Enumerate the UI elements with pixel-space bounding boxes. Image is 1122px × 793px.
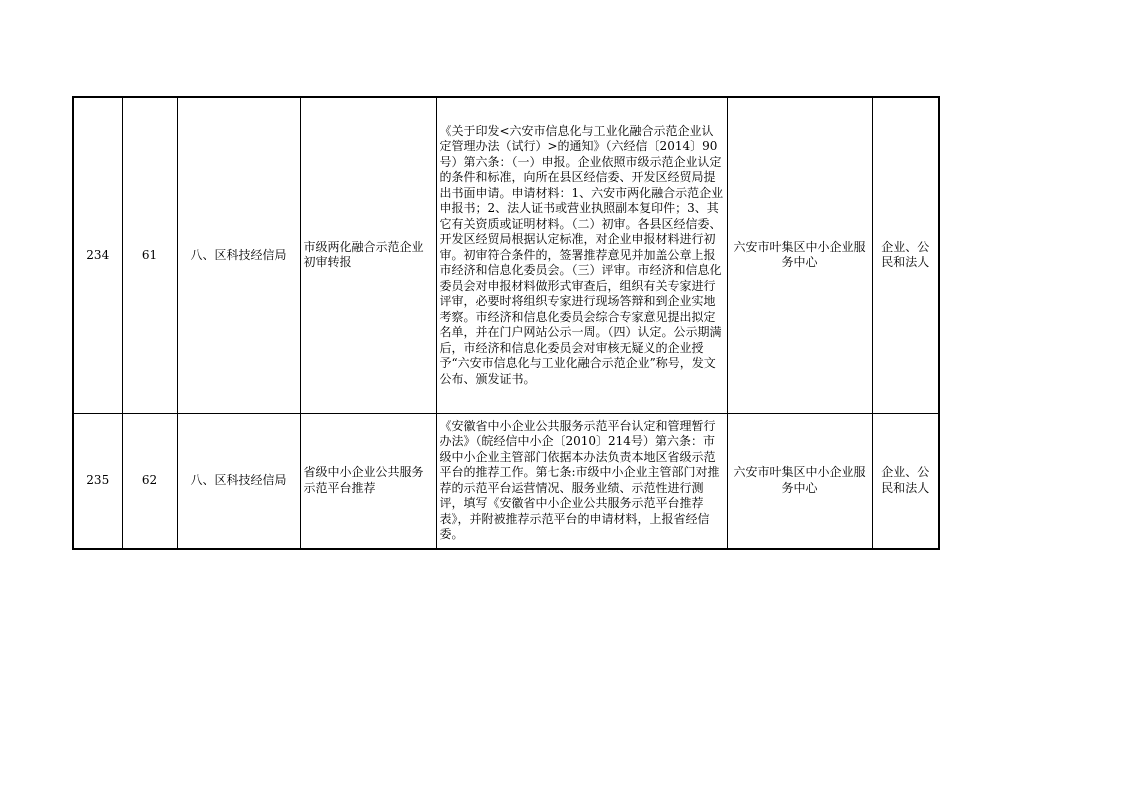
department-cell: 八、区科技经信局 <box>177 413 300 549</box>
item-name-cell: 市级两化融合示范企业初审转报 <box>300 97 436 413</box>
table-row <box>73 97 939 413</box>
service-items-table <box>72 96 940 550</box>
sub-seq-cell: 62 <box>122 413 177 549</box>
item-name-cell: 省级中小企业公共服务示范平台推荐 <box>300 413 436 549</box>
seq-cell: 234 <box>73 97 122 413</box>
service-target-cell: 企业、公民和法人 <box>872 97 939 413</box>
implementing-org-cell: 六安市叶集区中小企业服务中心 <box>727 97 872 413</box>
department-cell: 八、区科技经信局 <box>177 97 300 413</box>
sub-seq-cell: 61 <box>122 97 177 413</box>
basis-cell: 《关于印发<六安市信息化与工业化融合示范企业认定管理办法（试行）>的通知》（六经信〔2014〕90号）第六条：（一）申报。企业依照市级示范企业认定的条件和标准，向所在县区经信委、开发区经贸局提出书面申请。申请材料：1、六安市两化融合示范企业申报书；2、法人证书或营业执照副本复印件；3、其它有关资质或证明材料。（二）初审。各县区经信委、开发区经贸局根据认定标准，对企业申报材料进行初审。初审符合条件的，签署推荐意见并加盖公章上报市经济和信息化委员会。（三）评审。市经济和信息化委员会对申报材料做形式审查后，组织有关专家进行评审，必要时将组织专家进行现场答辩和到企业实地考察。市经济和信息化委员会综合专家意见提出拟定名单，并在门户网站公示一周。（四）认定。公示期满后，市经济和信息化委员会对审核无疑义的企业授予“六安市信息化与工业化融合示范企业”称号，发文公布、颁发证书。 <box>436 97 727 413</box>
basis-cell: 《安徽省中小企业公共服务示范平台认定和管理暂行办法》（皖经信中小企〔2010〕214号）第六条：市级中小企业主管部门依据本办法负责本地区省级示范平台的推荐工作。第七条:市级中小企业主管部门对推荐的示范平台运营情况、服务业绩、示范性进行测评，填写《安徽省中小企业公共服务示范平台推荐表》，并附被推荐示范平台的申请材料，上报省经信委。 <box>436 413 727 549</box>
seq-cell: 235 <box>73 413 122 549</box>
service-target-cell: 企业、公民和法人 <box>872 413 939 549</box>
implementing-org-cell: 六安市叶集区中小企业服务中心 <box>727 413 872 549</box>
table-row <box>73 413 939 549</box>
